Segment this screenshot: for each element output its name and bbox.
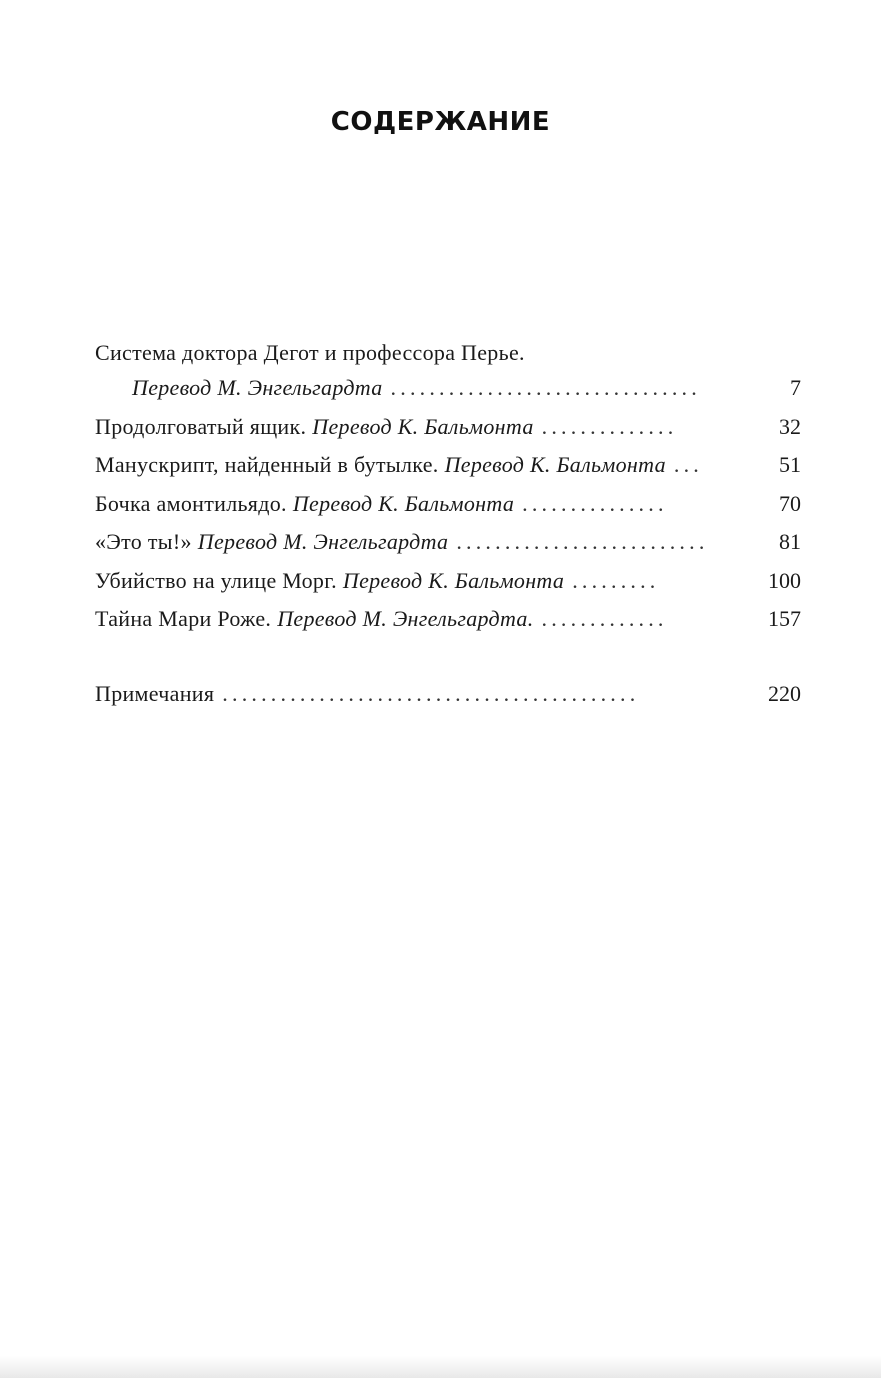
toc-entry — [95, 568, 801, 607]
toc-entry-page-number: 70 — [779, 490, 801, 516]
dot-leader: ............. — [541, 606, 668, 631]
toc-entry-translator: Перевод К. Бальмонта — [342, 567, 565, 593]
toc-entry — [95, 491, 801, 530]
toc-entry-translator: Перевод М. Энгельгардта. — [277, 606, 534, 631]
dot-leader: ......... — [572, 567, 660, 593]
toc-entry-translator: Перевод М. Энгельгардта — [132, 375, 383, 400]
toc-entry — [95, 414, 801, 453]
toc-entry-translator: Перевод К. Бальмонта — [312, 413, 534, 439]
toc-entry-page-number: 32 — [779, 413, 801, 439]
toc-entry-title: Примечания — [95, 680, 215, 706]
toc-entry-translator: Перевод К. Бальмонта — [444, 452, 666, 477]
toc-entry-1-line-1 — [95, 340, 801, 375]
toc-entry-title: Бочка амонтильядо. — [95, 490, 287, 516]
dot-leader: .......................... — [456, 529, 709, 554]
dot-leader: ............... — [522, 490, 668, 516]
toc-entry-title: Тайна Мари Роже. — [95, 606, 272, 631]
toc-entry-title: Убийство на улице Морг. — [95, 567, 337, 593]
dot-leader: ................................ — [390, 375, 701, 400]
page-title: СОДЕРЖАНИЕ — [330, 107, 551, 137]
toc-entry-page-number: 157 — [768, 606, 801, 631]
section-gap — [95, 645, 801, 681]
dot-leader: .............. — [541, 413, 678, 439]
scan-edge-shadow — [0, 1356, 881, 1378]
toc-entry-page-number: 51 — [779, 452, 801, 477]
toc-entry-notes — [95, 681, 801, 720]
toc-entry-title: «Это ты!» — [95, 529, 192, 554]
toc-entry — [95, 606, 801, 645]
table-of-contents — [95, 340, 801, 719]
toc-entry-page-number: 81 — [779, 529, 801, 554]
toc-entry — [95, 529, 801, 568]
toc-entry — [95, 452, 801, 491]
toc-entry-page-number: 220 — [768, 680, 801, 706]
toc-entry-page-number: 100 — [768, 567, 801, 593]
toc-entry-title: Манускрипт, найденный в бутылке. — [95, 452, 439, 477]
toc-entry-title: Система доктора Дегот и профессора Перье. — [95, 340, 525, 365]
toc-entry-1-line-2 — [95, 375, 801, 414]
dot-leader: ........................................... — [222, 680, 640, 706]
toc-entry-title: Продолговатый ящик. — [95, 413, 307, 439]
toc-entry-translator: Перевод К. Бальмонта — [292, 490, 515, 516]
toc-entry-page-number: 7 — [790, 375, 801, 400]
dot-leader: ... — [673, 452, 703, 477]
toc-entry-translator: Перевод М. Энгельгардта — [197, 529, 449, 554]
